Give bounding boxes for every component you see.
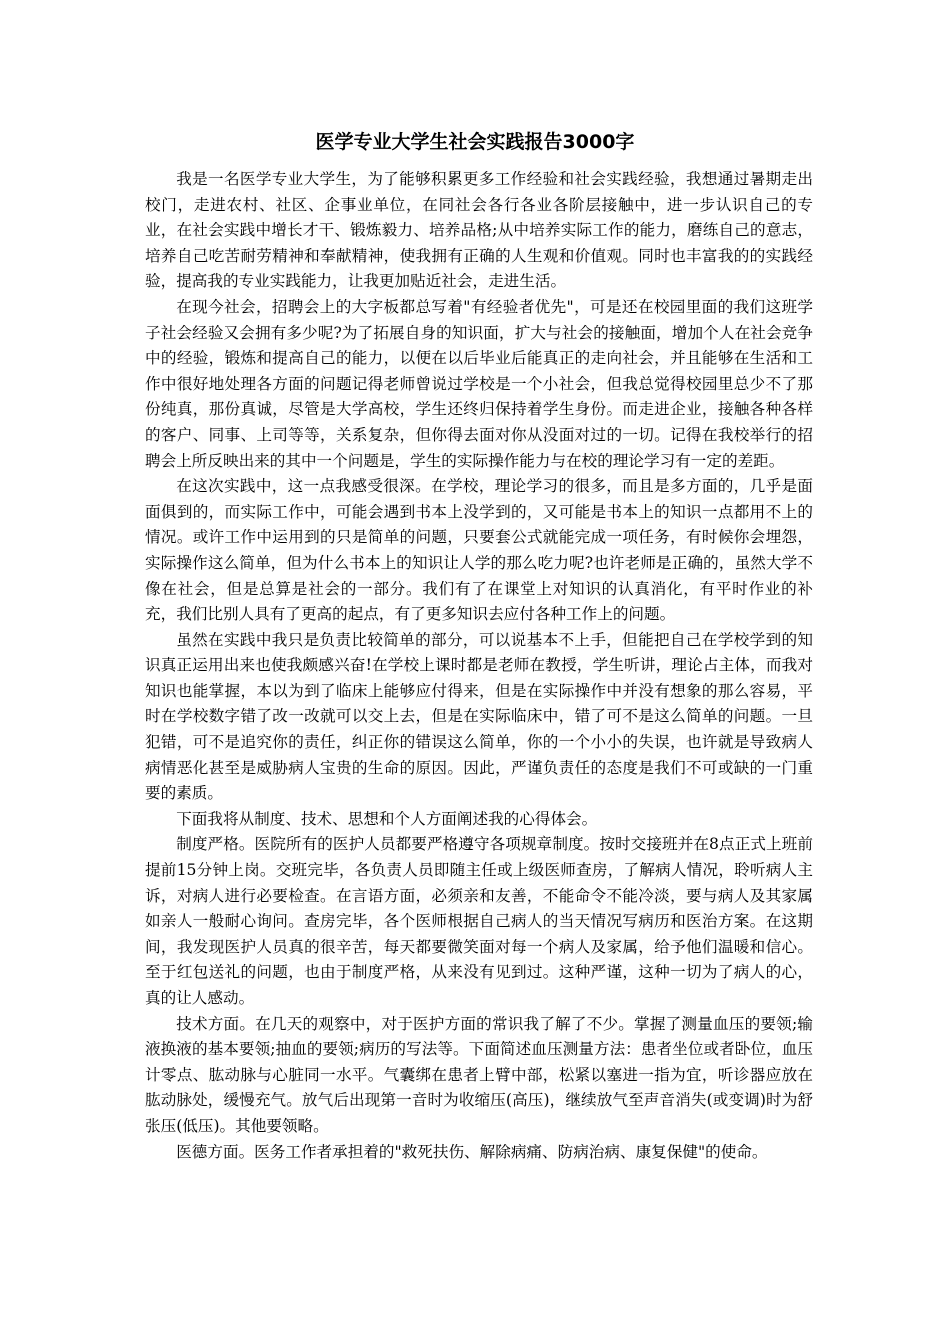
paragraph-medical-ethics: 医德方面。医务工作者承担着的"救死扶伤、解除病痛、防病治病、康复保健"的使命。 xyxy=(176,1142,768,1161)
paragraph-technique: 技术方面。在几天的观察中，对于医护方面的常识我了解了不少。掌握了测量血压的要领;输液换液的基本要领;抽血的要领;病历的写法等。下面简述血压测量方法：患者坐位或者卧位，血压计零点、肱动脉与心脏同一水平。气囊绑在患者上臂中部，松紧以塞进一指为宜，听诊器应放在肱动脉处，缓慢充气。放气后出现第一音时为收缩压(高压)，继续放气至声音消失(或变调)时为舒张压(低压)。其他要领略。 xyxy=(145,1014,813,1135)
paragraph-clinical-responsibility: 虽然在实践中我只是负责比较简单的部分，可以说基本不上手，但能把自己在学校学到的知识真正运用出来也使我颇感兴奋!在学校上课时都是老师在教授，学生听讲，理论占主体，而我对知识也能掌握，本以为到了临床上能够应付得来，但是在实际操作中并没有想象的那么容易，平时在学校数字错了改一改就可以交上去，但是在实际临床中，错了可不是这么简单的问题。一旦犯错，可不是追究你的责任，纠正你的错误这么简单，你的一个小小的失误，也许就是导致病人病情恶化甚至是威胁病人宝贵的生命的原因。因此，严谨负责任的态度是我们不可或缺的一门重要的素质。 xyxy=(145,630,813,803)
paragraph-job-fair: 在现今社会，招聘会上的大字板都总写着"有经验者优先"，可是还在校园里面的我们这班学子社会经验又会拥有多少呢?为了拓展自身的知识面，扩大与社会的接触面，增加个人在社会竞争中的经验，锻炼和提高自己的能力，以便在以后毕业后能真正的走向社会，并且能够在生活和工作中很好地处理各方面的问题记得老师曾说过学校是一个小社会，但我总觉得校园里总少不了那份纯真，那份真诚，尽管是大学高校，学生还终归保持着学生身份。而走进企业，接触各种各样的客户、同事、上司等等，关系复杂，但你得去面对你从没面对过的一切。记得在我校举行的招聘会上所反映出来的其中一个问题是，学生的实际操作能力与在校的理论学习有一定的差距。 xyxy=(145,297,813,470)
document-title: 医学专业大学生社会实践报告3000字 xyxy=(315,131,635,153)
paragraph-intro: 我是一名医学专业大学生，为了能够积累更多工作经验和社会实践经验，我想通过暑期走出校门，走进农村、社区、企事业单位，在同社会各行各业各阶层接触中，进一步认识自己的专业，在社会实践中增长才干、锻炼毅力、培养品格;从中培养实际工作的能力，磨练自己的意志，培养自己吃苦耐劳精神和奉献精神，使我拥有正确的人生观和价值观。同时也丰富我的的实践经验，提高我的专业实践能力，让我更加贴近社会，走进生活。 xyxy=(145,170,813,291)
paragraph-overview: 下面我将从制度、技术、思想和个人方面阐述我的心得体会。 xyxy=(176,809,598,828)
document-body xyxy=(145,167,813,1165)
paragraph-strict-system: 制度严格。医院所有的医护人员都要严格遵守各项规章制度。按时交接班并在8点正式上班前提前15分钟上岗。交班完毕，各负责人员即随主任或上级医师查房，了解病人情况，聆听病人主诉，对病人进行必要检查。在言语方面，必须亲和友善，不能命令不能冷淡，要与病人及其家属如亲人一般耐心询问。查房完毕，各个医师根据自己病人的当天情况写病历和医治方案。在这期间，我发现医护人员真的很辛苦，每天都要微笑面对每一个病人及家属，给予他们温暖和信心。至于红包送礼的问题，也由于制度严格，从来没有见到过。这种严谨，这种一切为了病人的心，真的让人感动。 xyxy=(145,835,813,1007)
paragraph-practice-experience: 在这次实践中，这一点我感受很深。在学校，理论学习的很多，而且是多方面的，几乎是面面俱到的，而实际工作中，可能会遇到书本上没学到的，又可能是书本上的知识一点都用不上的情况。或许工作中运用到的只是简单的问题，只要套公式就能完成一项任务，有时候你会埋怨，实际操作这么简单，但为什么书本上的知识让人学的那么吃力呢?也许老师是正确的，虽然大学不像在社会，但是总算是社会的一部分。我们有了在课堂上对知识的认真消化，有平时作业的补充，我们比别人具有了更高的起点，有了更多知识去应付各种工作上的问题。 xyxy=(145,477,813,624)
